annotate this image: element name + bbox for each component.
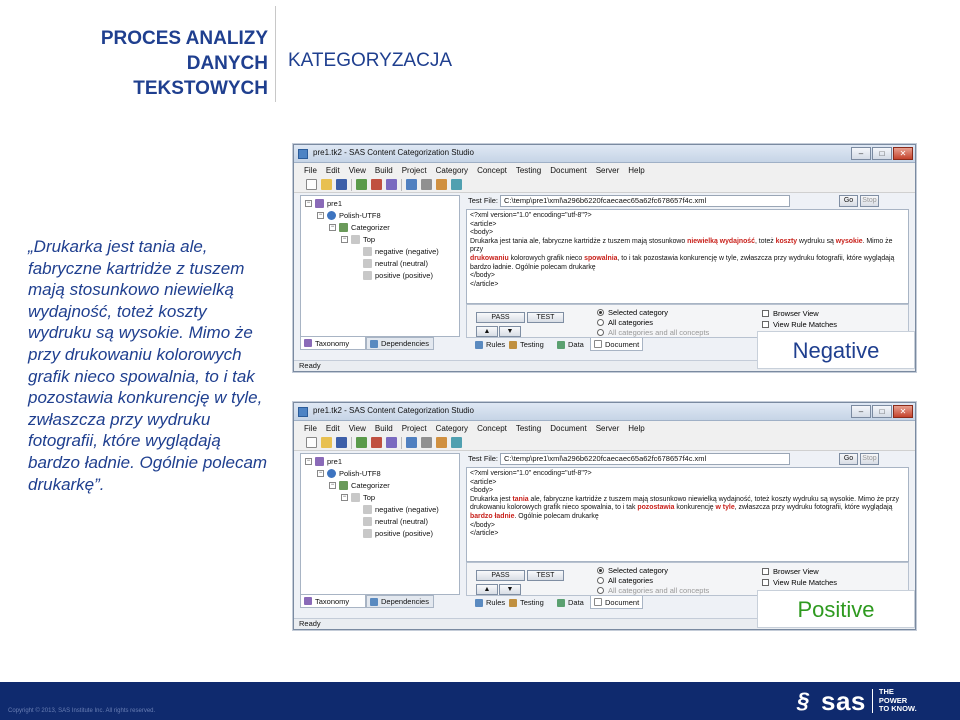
menu-view[interactable]: View <box>348 423 366 433</box>
taxonomy-icon <box>304 339 312 347</box>
tab-rules[interactable] <box>472 338 508 351</box>
toolbar-separator <box>351 179 352 191</box>
category-icon <box>363 259 372 268</box>
checkbox-label: Browser View <box>773 309 819 318</box>
add-category-icon[interactable] <box>356 437 367 448</box>
tab-dependencies[interactable] <box>366 337 434 350</box>
collapse-icon[interactable]: − <box>330 482 335 488</box>
tab-label: Rules <box>486 598 506 607</box>
tab-label: Testing <box>520 598 544 607</box>
tree-label: negative (negative) <box>375 247 439 256</box>
tree-node-negative[interactable] <box>363 247 439 256</box>
collapse-icon[interactable]: − <box>342 236 347 242</box>
collapse-icon[interactable]: − <box>306 458 311 464</box>
checkbox-label: View Rule Matches <box>773 320 838 329</box>
tree-node-neutral[interactable] <box>363 259 428 268</box>
menu-concept[interactable]: Concept <box>477 165 507 175</box>
checkbox-box[interactable] <box>762 321 769 328</box>
rules-icon <box>475 599 483 607</box>
pass-button[interactable]: PASS <box>476 570 525 581</box>
tree-node-top[interactable] <box>341 235 375 244</box>
tagline-line: TO KNOW. <box>878 704 917 714</box>
slide-subtitle: KATEGORYZACJA <box>288 50 452 71</box>
project-icon <box>315 457 324 466</box>
tab-label: Taxonomy <box>315 596 350 606</box>
minimize-button[interactable]: – <box>851 147 871 160</box>
stop-button[interactable]: Stop <box>860 195 879 207</box>
tree-label: neutral (neutral) <box>375 259 428 268</box>
toolbar-separator <box>401 179 402 191</box>
tree-node-top[interactable] <box>341 493 375 502</box>
tree-label: pre1 <box>327 199 343 208</box>
checkbox-browser-view[interactable] <box>762 309 819 318</box>
logo-divider <box>872 689 873 713</box>
tree-label: Top <box>363 493 376 502</box>
tree-label: positive (positive) <box>375 271 433 280</box>
delete-icon[interactable] <box>371 437 382 448</box>
collapse-icon[interactable]: − <box>330 224 335 230</box>
doc-line <box>470 238 905 255</box>
dependencies-icon <box>370 340 378 348</box>
menu-concept[interactable]: Concept <box>477 423 507 433</box>
radio-dot[interactable] <box>597 577 604 584</box>
radio-label: All categories <box>608 576 654 585</box>
menu-help[interactable]: Help <box>628 165 645 175</box>
document-icon <box>594 340 602 348</box>
test-icon[interactable] <box>436 437 447 448</box>
tree-node-root[interactable] <box>305 199 342 208</box>
review-quote: „Drukarka jest tania ale, fabryczne kartridże z tuszem mają stosunkowo niewielką wydajność, toteż koszty wydruku są wysokie. Mimo że przy drukowaniu kolorowych grafik nieco spowalnia, to i tak pozostawia konkurencję w tyle, zwłaszcza przy wydruku fotografii, które wyglądają bardzo ładnie. Ogólnie polecam drukarkę”. <box>28 237 268 494</box>
doc-line: <body> <box>470 487 493 495</box>
title-line-1: PROCES ANALIZY <box>100 28 268 49</box>
radio-label: All categories and all concepts <box>608 586 710 595</box>
menu-file[interactable]: File <box>304 423 317 433</box>
doc-line: <?xml version="1.0" encoding="utf-8"?> <box>470 212 592 219</box>
tab-label: Document <box>605 597 640 607</box>
window-title: pre1.tk2 - SAS Content Categorization Studio <box>313 406 474 415</box>
tree-node-negative[interactable] <box>363 505 439 514</box>
radio-label: Selected category <box>608 308 669 317</box>
tab-taxonomy[interactable] <box>300 595 366 608</box>
menu-server[interactable]: Server <box>595 423 620 433</box>
doc-line: <body> <box>470 229 493 237</box>
checkbox-box[interactable] <box>762 568 769 575</box>
save-icon[interactable] <box>336 437 347 448</box>
doc-text: Drukarka jest tania ale, fabryczne kartridże z tuszem mają stosunkowo <box>470 237 688 245</box>
doc-highlight: pozostawia <box>637 504 675 512</box>
checkbox-view-rule-matches[interactable] <box>762 578 837 587</box>
toolbar <box>294 435 915 451</box>
category-icon <box>363 247 372 256</box>
prev-arrow-button[interactable]: ▲ <box>476 584 498 595</box>
collapse-icon[interactable]: − <box>318 470 323 476</box>
maximize-button[interactable]: □ <box>872 147 892 160</box>
radio-label: All categories <box>608 318 654 327</box>
data-icon <box>557 341 565 349</box>
tab-label: Dependencies <box>381 339 429 348</box>
doc-text: ale, fabryczne kartridże z tuszem mają stosunkowo niewielką wydajność, toteż koszty wydruku są wysokie. Mimo że przy <box>528 495 899 503</box>
checkbox-label: View Rule Matches <box>773 578 838 587</box>
taxonomy-icon <box>304 597 312 605</box>
doc-highlight: drukowaniu <box>470 254 509 262</box>
radio-dot[interactable] <box>597 309 604 316</box>
radio-all-categories[interactable] <box>597 318 653 327</box>
dependencies-icon <box>370 598 378 606</box>
close-button[interactable]: ✕ <box>893 405 913 418</box>
concept-icon[interactable] <box>386 437 397 448</box>
checkbox-view-rule-matches[interactable] <box>762 320 837 329</box>
menu-server[interactable]: Server <box>595 165 620 175</box>
tab-label: Dependencies <box>381 597 429 606</box>
open-folder-icon[interactable] <box>321 437 332 448</box>
left-tabs <box>300 337 460 351</box>
rules-icon <box>475 341 483 349</box>
tree-label: Categorizer <box>351 481 390 490</box>
tree-node-language[interactable] <box>317 211 381 220</box>
data-icon <box>557 599 565 607</box>
copyright-text: Copyright © 2013, SAS Institute Inc. All rights reserved. <box>8 708 156 714</box>
next-arrow-button[interactable]: ▼ <box>499 326 521 337</box>
tree-node-root[interactable] <box>305 457 342 466</box>
menu-edit[interactable]: Edit <box>325 165 340 175</box>
tree-label: Polish-UTF8 <box>339 469 381 478</box>
negative-label: Negative <box>757 331 915 369</box>
go-button[interactable]: Go <box>839 195 858 207</box>
checkbox-box[interactable] <box>762 310 769 317</box>
toolbar-separator <box>351 437 352 449</box>
new-icon[interactable] <box>306 179 317 190</box>
export-icon[interactable] <box>451 437 462 448</box>
sas-swoosh-icon: § <box>797 688 810 713</box>
menu-build[interactable]: Build <box>374 165 393 175</box>
add-category-icon[interactable] <box>356 179 367 190</box>
menu-bar <box>294 421 915 435</box>
build-icon[interactable] <box>406 437 417 448</box>
test-button[interactable]: TEST <box>527 312 564 323</box>
test-file-label: Test File: <box>468 196 499 205</box>
doc-highlight: niewielką wydajność <box>687 237 755 245</box>
menu-testing[interactable]: Testing <box>515 165 542 175</box>
document-view <box>466 209 909 304</box>
tree-node-language[interactable] <box>317 469 381 478</box>
tree-label: pre1 <box>327 457 343 466</box>
project-icon <box>315 199 324 208</box>
category-icon <box>363 529 372 538</box>
tree-label: Top <box>363 235 376 244</box>
sas-wordmark: sas <box>821 686 866 716</box>
document-icon <box>594 598 602 606</box>
checkbox-box[interactable] <box>762 579 769 586</box>
category-icon <box>363 271 372 280</box>
tree-label: positive (positive) <box>375 529 433 538</box>
tagline <box>879 688 927 714</box>
doc-text: , to i tak pozostawia konkurencję w tyle, zwłaszcza przy wydruku fotografii, które wyglądają <box>617 254 895 262</box>
tab-label: Taxonomy <box>315 338 350 348</box>
doc-line: <article> <box>470 220 497 228</box>
categorizer-icon <box>339 481 348 490</box>
doc-text: drukowaniu kolorowych grafik nieco spowalnia, to i tak <box>470 504 638 512</box>
new-icon[interactable] <box>306 437 317 448</box>
test-file-label: Test File: <box>468 454 499 463</box>
category-icon <box>363 517 372 526</box>
tree-label: Categorizer <box>351 223 390 232</box>
tab-label: Document <box>605 339 640 349</box>
doc-text: kolorowych grafik nieco <box>508 254 585 262</box>
tree-node-positive[interactable] <box>363 529 433 538</box>
doc-line: <article> <box>470 478 497 486</box>
app-icon <box>298 149 308 159</box>
doc-line: </article> <box>470 280 499 288</box>
title-divider <box>275 6 276 102</box>
collapse-icon[interactable]: − <box>342 494 347 500</box>
tab-document[interactable] <box>590 338 643 351</box>
radio-label: Selected category <box>608 566 669 575</box>
document-view <box>466 467 909 562</box>
prev-arrow-button[interactable]: ▲ <box>476 326 498 337</box>
radio-dot[interactable] <box>597 319 604 326</box>
test-button[interactable]: TEST <box>527 570 564 581</box>
doc-text: . Mimo że przy <box>470 237 893 254</box>
radio-selected-category[interactable] <box>597 566 668 575</box>
testing-icon <box>509 599 517 607</box>
title-line-2: DANYCH <box>186 53 268 74</box>
tree-label: neutral (neutral) <box>375 517 428 526</box>
doc-text: wydruku są <box>797 237 836 245</box>
window-title: pre1.tk2 - SAS Content Categorization Studio <box>313 148 474 157</box>
tree-node-categorizer[interactable] <box>329 481 390 490</box>
doc-text: , toteż <box>754 237 776 245</box>
menu-bar <box>294 163 915 177</box>
settings-icon[interactable] <box>421 437 432 448</box>
doc-text: Drukarka jest <box>470 495 513 503</box>
test-file-row <box>466 195 909 207</box>
tagline-line: POWER <box>878 695 908 705</box>
tab-label: Data <box>568 340 584 349</box>
tab-label: Data <box>568 598 584 607</box>
save-icon[interactable] <box>336 179 347 190</box>
tab-label: Testing <box>520 340 544 349</box>
tab-testing[interactable] <box>506 338 547 351</box>
minimize-button[interactable]: – <box>851 405 871 418</box>
tree-node-positive[interactable] <box>363 271 433 280</box>
menu-project[interactable]: Project <box>401 165 427 175</box>
category-icon <box>351 235 360 244</box>
tagline-line: THE <box>878 687 894 697</box>
tree-node-categorizer[interactable] <box>329 223 390 232</box>
doc-text: , zwłaszcza przy wydruku fotografii, które wyglądają <box>734 504 893 512</box>
delete-icon[interactable] <box>371 179 382 190</box>
menu-document[interactable]: Document <box>550 423 587 433</box>
window-titlebar[interactable] <box>294 145 915 163</box>
collapse-icon[interactable]: − <box>318 212 323 218</box>
settings-icon[interactable] <box>421 179 432 190</box>
sas-logo <box>797 688 927 714</box>
radio-selected-category[interactable] <box>597 308 668 317</box>
status-bar: Ready <box>294 618 915 629</box>
checkbox-label: Browser View <box>773 567 819 576</box>
radio-all-categories-concepts[interactable] <box>597 328 709 337</box>
app-icon <box>298 407 308 417</box>
radio-all-categories-concepts[interactable] <box>597 586 709 595</box>
doc-text: konkurencję <box>674 504 716 512</box>
taxonomy-tree <box>300 195 460 337</box>
doc-text: . Ogólnie polecam drukarkę <box>514 512 599 520</box>
radio-label: All categories and all concepts <box>608 328 710 337</box>
close-button[interactable]: ✕ <box>893 147 913 160</box>
stop-button[interactable]: Stop <box>860 453 879 465</box>
menu-testing[interactable]: Testing <box>515 423 542 433</box>
test-icon[interactable] <box>436 179 447 190</box>
menu-category[interactable]: Category <box>435 165 469 175</box>
tree-node-neutral[interactable] <box>363 517 428 526</box>
export-icon[interactable] <box>451 179 462 190</box>
doc-line: <?xml version="1.0" encoding="utf-8"?> <box>470 470 592 477</box>
window-titlebar[interactable] <box>294 403 915 421</box>
language-icon <box>327 211 336 220</box>
categorizer-icon <box>339 223 348 232</box>
radio-dot[interactable] <box>597 329 604 336</box>
radio-dot[interactable] <box>597 587 604 594</box>
doc-highlight: wysokie <box>835 237 863 245</box>
concept-icon[interactable] <box>386 179 397 190</box>
testing-icon <box>509 341 517 349</box>
radio-all-categories[interactable] <box>597 576 653 585</box>
positive-label: Positive <box>757 590 915 628</box>
radio-dot[interactable] <box>597 567 604 574</box>
doc-line <box>470 255 905 264</box>
checkbox-browser-view[interactable] <box>762 567 819 576</box>
doc-highlight: bardzo ładnie <box>470 512 515 520</box>
maximize-button[interactable]: □ <box>872 405 892 418</box>
test-file-row <box>466 453 909 465</box>
doc-highlight: spowalnia <box>584 254 618 262</box>
menu-file[interactable]: File <box>304 165 317 175</box>
doc-highlight: tania <box>512 495 529 503</box>
tab-document[interactable] <box>590 596 643 609</box>
category-icon <box>351 493 360 502</box>
next-arrow-button[interactable]: ▼ <box>499 584 521 595</box>
left-tabs <box>300 595 460 609</box>
test-file-input[interactable]: C:\temp\pre1\xml\a296b6220fcaecaec65a62fc678657f4c.xml <box>500 453 790 465</box>
tab-data[interactable] <box>554 338 587 351</box>
tab-rules[interactable] <box>472 596 508 609</box>
menu-help[interactable]: Help <box>628 423 645 433</box>
category-icon <box>363 505 372 514</box>
footer-bar <box>0 682 960 720</box>
language-icon <box>327 469 336 478</box>
menu-build[interactable]: Build <box>374 423 393 433</box>
tab-taxonomy[interactable] <box>300 337 366 350</box>
menu-edit[interactable]: Edit <box>325 423 340 433</box>
tree-label: Polish-UTF8 <box>339 211 381 220</box>
toolbar-separator <box>401 437 402 449</box>
open-folder-icon[interactable] <box>321 179 332 190</box>
menu-view[interactable]: View <box>348 165 366 175</box>
build-icon[interactable] <box>406 179 417 190</box>
doc-highlight: w tyle <box>715 504 735 512</box>
pass-button[interactable]: PASS <box>476 312 525 323</box>
toolbar <box>294 177 915 193</box>
slide-title <box>30 26 268 101</box>
doc-line: </body> <box>470 521 495 529</box>
tab-dependencies[interactable] <box>366 595 434 608</box>
status-bar: Ready <box>294 360 915 371</box>
menu-category[interactable]: Category <box>435 423 469 433</box>
title-line-3: TEKSTOWYCH <box>133 78 268 99</box>
tab-data[interactable] <box>554 596 587 609</box>
doc-line <box>470 496 905 505</box>
go-button[interactable]: Go <box>839 453 858 465</box>
taxonomy-tree <box>300 453 460 595</box>
menu-project[interactable]: Project <box>401 423 427 433</box>
doc-line: bardzo ładnie. Ogólnie polecam drukarkę <box>470 263 596 271</box>
doc-line <box>470 504 905 513</box>
collapse-icon[interactable]: − <box>306 200 311 206</box>
tab-testing[interactable] <box>506 596 547 609</box>
doc-highlight: koszty <box>775 237 798 245</box>
tree-label: negative (negative) <box>375 505 439 514</box>
menu-document[interactable]: Document <box>550 165 587 175</box>
doc-line: </body> <box>470 272 495 280</box>
doc-line: </article> <box>470 530 499 538</box>
test-file-input[interactable]: C:\temp\pre1\xml\a296b6220fcaecaec65a62fc678657f4c.xml <box>500 195 790 207</box>
tab-label: Rules <box>486 340 506 349</box>
doc-line <box>470 513 905 522</box>
